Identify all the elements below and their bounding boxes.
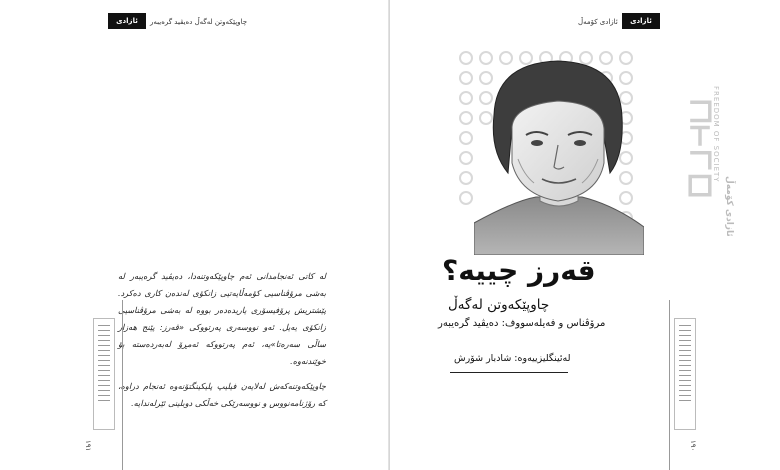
intro-paragraph-1: لە کاتی ئەنجامدانی ئەم چاوپێکەوتنەدا، دەیڤید گرەیبەر لە بەشی مرۆڤناسیی کۆمەڵایەتیی زانکۆی لەندەن کاری دەکرد. پێشتریش پرۆفیسۆری یاریدەدەر بووە لە بەشی مرۆڤناسیی زانکۆی یەیل. ئەو نووسەری پەرتووکی «قەرز: پێنج هەزار ساڵی سەرەتا»یە، ئەم پەرتووکە ئەمڕۆ لەبەردەستە بۆ خوێندنەوە. [118, 271, 326, 366]
translator-underline [450, 372, 568, 373]
translator-credit: لەئینگلیزییەوە: شادبار شۆرش [454, 353, 571, 364]
page-number-right: ١٩٠ [689, 440, 697, 452]
margin-table-left [93, 318, 115, 430]
article-subtitle: چاوپێکەوتن لەگەڵ [448, 297, 550, 313]
brand-kurdish-text: ئازادی کۆمەڵ [724, 176, 734, 237]
running-header: چاوپێکەوتن لەگەڵ دەیڤید گرەیبەر [150, 18, 248, 26]
article-subtitle-detail: مرۆڤناس و فەیلەسووف: دەیڤید گرەیبەر [438, 318, 606, 329]
magazine-logo: ئازادی [108, 13, 146, 29]
running-header: ئازادی کۆمەڵ [578, 18, 618, 26]
brand-latin-text: FREEDOM OF SOCIETY [712, 86, 720, 183]
magazine-logo: ئازادی [622, 13, 660, 29]
intro-paragraph-2: چاوپێکەوتنەکەش لەلایەن فیلیپ پلیکینگتۆنەوە ئەنجام دراوە، کە رۆژنامەنووس و نووسەرێکی خەڵکی دوبلینی ئێرلەندایە. [118, 381, 326, 408]
margin-rule-left [122, 300, 123, 470]
author-portrait [474, 55, 644, 255]
margin-table-right [674, 318, 696, 430]
margin-rule-right [669, 300, 670, 470]
brand-vertical-logo [686, 74, 714, 244]
right-page [390, 0, 780, 470]
article-title: قەرز چییە؟ [442, 254, 596, 287]
page-number-left: ١٩١ [84, 440, 92, 452]
intro-text [118, 268, 326, 420]
